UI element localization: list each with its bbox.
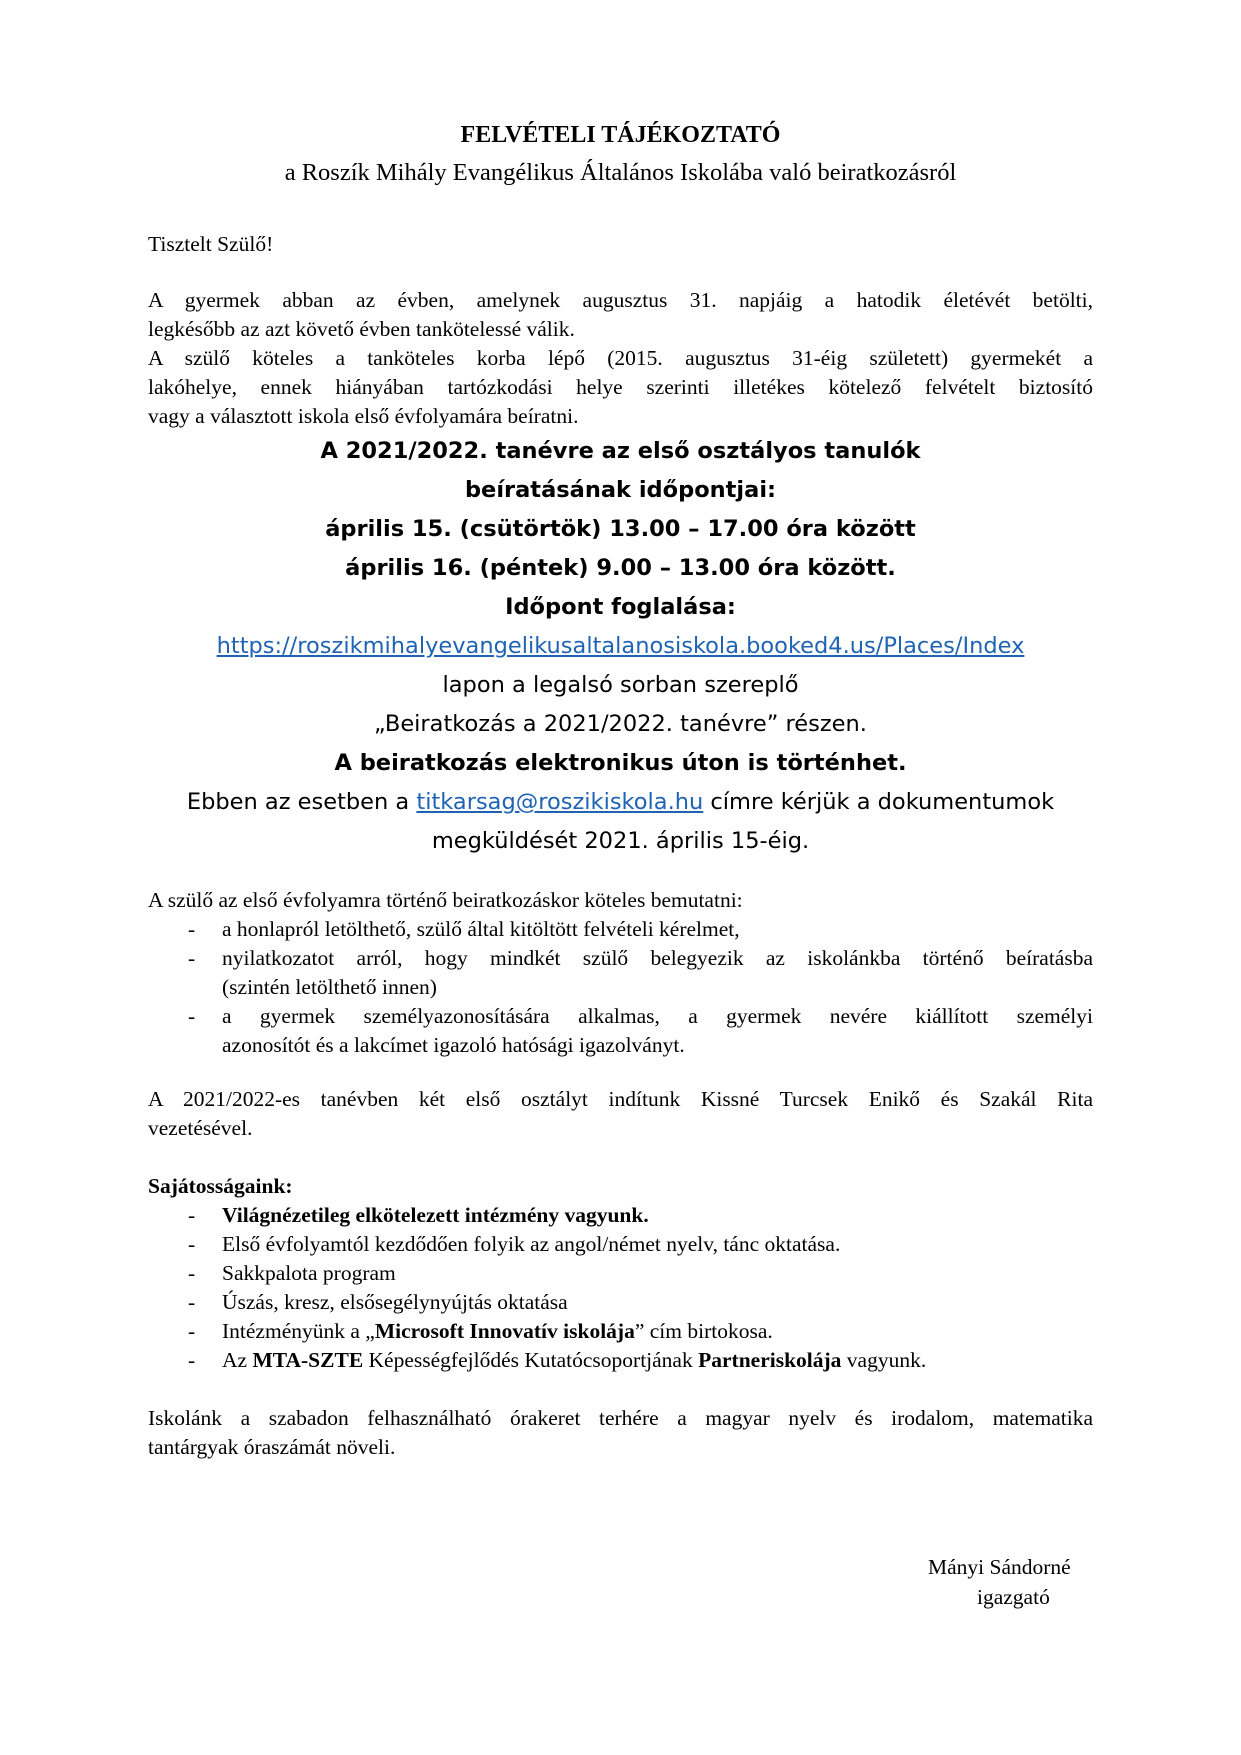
classes-line: A 2021/2022-es tanévben két első osztályt indítunk Kissné Turcsek Enikő és Szakál Rita	[148, 1087, 1093, 1111]
list-item: - Az MTA-SZTE Képességfejlődés Kutatócsoportjának Partneriskolája vagyunk.	[188, 1348, 927, 1372]
list-item: - Első évfolyamtól kezdődően folyik az angol/német nyelv, tánc oktatása.	[188, 1232, 841, 1256]
booking-note: „Beiratkozás a 2021/2022. tanévre” részen.	[374, 711, 867, 737]
signature-name: Mányi Sándorné	[928, 1555, 1071, 1579]
email-line	[0, 783, 1241, 822]
closing-line: tantárgyak óraszámát növeli.	[148, 1435, 396, 1459]
greeting: Tisztelt Szülő!	[148, 232, 274, 256]
features-list	[148, 1201, 1093, 1375]
intro-line: legkésőbb az azt követő évben tankötelessé válik.	[148, 317, 575, 341]
classes-line: vezetésével.	[148, 1116, 253, 1140]
enrollment-date: április 15. (csütörtök) 13.00 – 17.00 óra között	[325, 516, 916, 542]
features-section	[148, 1172, 1093, 1375]
closing-line: Iskolánk a szabadon felhasználható órakeret terhére a magyar nyelv és irodalom, matematika	[148, 1406, 1093, 1430]
list-item: - nyilatkozatot arról, hogy mindkét szülő belegyezik az iskolánkba történő beíratásba (szintén letölthető innen)	[188, 946, 1093, 999]
closing-paragraph	[148, 1404, 1093, 1462]
features-heading: Sajátosságaink:	[148, 1174, 293, 1198]
document-title: FELVÉTELI TÁJÉKOZTATÓ	[460, 122, 781, 148]
enrollment-info	[0, 432, 1241, 861]
list-item: - a gyermek személyazonosítására alkalmas, a gyermek nevére kiállított személyi azonosítót és a lakcímet igazoló hatósági igazolványt.	[188, 1004, 1093, 1057]
email-line-text: címre kérjük a dokumentumok	[703, 789, 1055, 815]
booking-heading: Időpont foglalása:	[505, 594, 736, 620]
list-item: - Sakkpalota program	[188, 1261, 396, 1285]
deadline-line: megküldését 2021. április 15-éig.	[431, 828, 810, 854]
intro-paragraph	[148, 286, 1093, 431]
requirements-list	[148, 915, 1093, 1060]
intro-line: A gyermek abban az évben, amelynek augusztus 31. napjáig a hatodik életévét betölti,	[148, 288, 1093, 312]
requirements-section	[148, 886, 1093, 1060]
intro-line: A szülő köteles a tanköteles korba lépő (2015. augusztus 31-éig született) gyermekét a	[148, 346, 1093, 370]
signature-role: igazgató	[977, 1585, 1050, 1609]
email-line-text: Ebben az esetben a	[186, 789, 417, 815]
intro-line: vagy a választott iskola első évfolyamára beíratni.	[148, 404, 579, 428]
electronic-enrollment-note: A beiratkozás elektronikus úton is történhet.	[334, 750, 907, 776]
enrollment-heading: beíratásának időpontjai:	[464, 477, 777, 503]
intro-line: lakóhelye, ennek hiányában tartózkodási helye szerinti illetékes kötelező felvételt biztosító	[148, 375, 1093, 399]
enrollment-heading: A 2021/2022. tanévre az első osztályos tanulók	[320, 438, 921, 464]
booking-note: lapon a legalsó sorban szereplő	[442, 672, 799, 698]
document-subtitle: a Roszík Mihály Evangélikus Általános Iskolába való beiratkozásról	[284, 159, 957, 186]
enrollment-date: április 16. (péntek) 9.00 – 13.00 óra között.	[345, 555, 896, 581]
list-item: - Úszás, kresz, elsősegélynyújtás oktatása	[188, 1290, 568, 1314]
list-item: - Világnézetileg elkötelezett intézmény vagyunk.	[188, 1203, 649, 1227]
list-item: - a honlapról letölthető, szülő által kitöltött felvételi kérelmet,	[188, 917, 740, 941]
list-item: - Intézményünk a „Microsoft Innovatív iskolája” cím birtokosa.	[188, 1319, 773, 1343]
booking-link[interactable]: https://roszikmihalyevangelikusaltalanosiskola.booked4.us/Places/Index	[216, 633, 1025, 659]
booking-link-line	[0, 627, 1241, 666]
email-link[interactable]: titkarsag@roszikiskola.hu	[416, 789, 704, 815]
classes-paragraph	[148, 1085, 1093, 1143]
requirements-intro: A szülő az első évfolyamra történő beiratkozáskor köteles bemutatni:	[148, 888, 743, 912]
